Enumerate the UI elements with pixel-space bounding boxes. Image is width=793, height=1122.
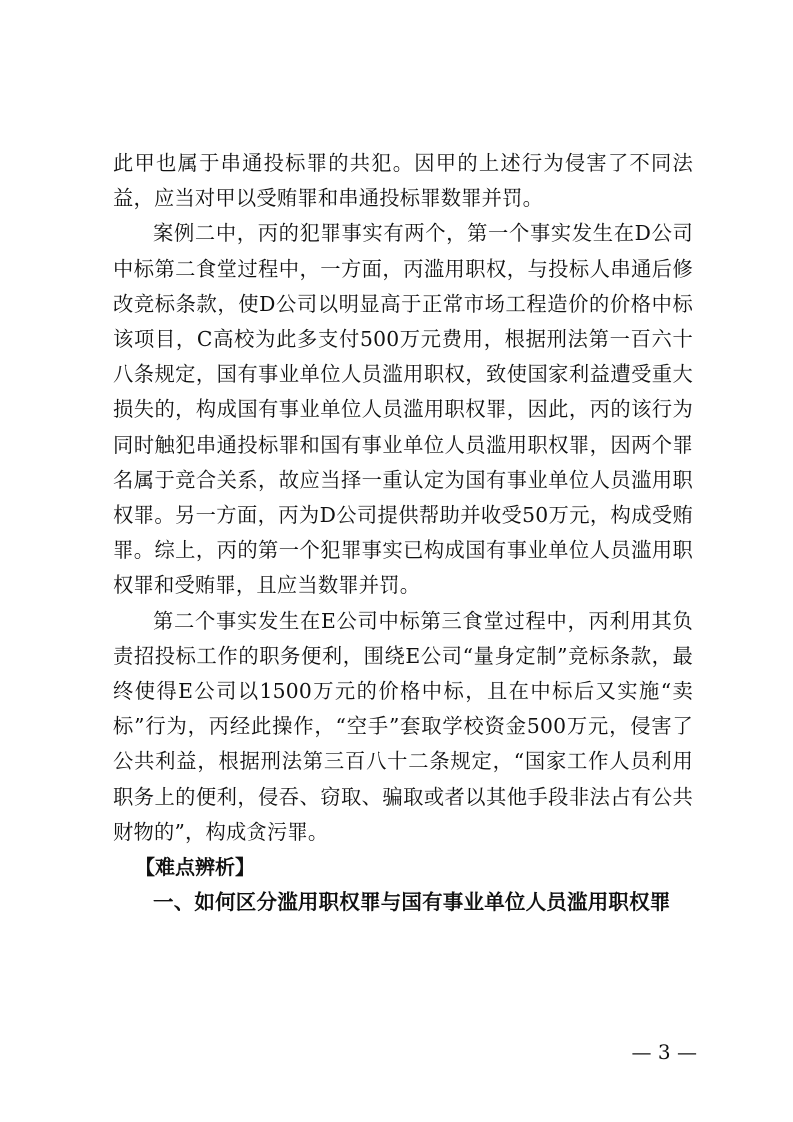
document-body (113, 146, 693, 920)
section-label: 【难点辨析】 (135, 855, 255, 880)
subheading: 一、如何区分滥用职权罪与国有事业单位人员滥用职权罪 (153, 890, 671, 915)
paragraph-2: 案例二中，丙的犯罪事实有两个，第一个事实发生在D公司中标第二食堂过程中，一方面，丙滥用职权，与投标人串通后修改竞标条款，使D公司以明显高于正常市场工程造价的价格中标该项目，C高校为此多支付500万元费用，根据刑法第一百六十八条规定，国有事业单位人员滥用职权，致使国家利益遭受重大损失的，构成国有事业单位人员滥用职权罪，因此，丙的该行为同时触犯串通投标罪和国有事业单位人员滥用职权罪，因两个罪名属于竞合关系，故应当择一重认定为国有事业单位人员滥用职权罪。另一方面，丙为D公司提供帮助并收受50万元，构成受贿罪。综上，丙的第一个犯罪事实已构成国有事业单位人员滥用职权罪和受贿罪，且应当数罪并罚。 (113, 221, 693, 598)
page-number: — 3 — (631, 1040, 697, 1064)
paragraph-1: 此甲也属于串通投标罪的共犯。因甲的上述行为侵害了不同法益，应当对甲以受贿罪和串通投标罪数罪并罚。 (113, 151, 693, 211)
paragraph-3: 第二个事实发生在E公司中标第三食堂过程中，丙利用其负责招投标工作的职务便利，围绕E公司“量身定制”竞标条款，最终使得E公司以1500万元的价格中标，且在中标后又实施“卖标”行为，丙经此操作，“空手”套取学校资金500万元，侵害了公共利益，根据刑法第三百八十二条规定，“国家工作人员利用职务上的便利，侵吞、窃取、骗取或者以其他手段非法占有公共财物的”，构成贪污罪。 (113, 608, 693, 844)
